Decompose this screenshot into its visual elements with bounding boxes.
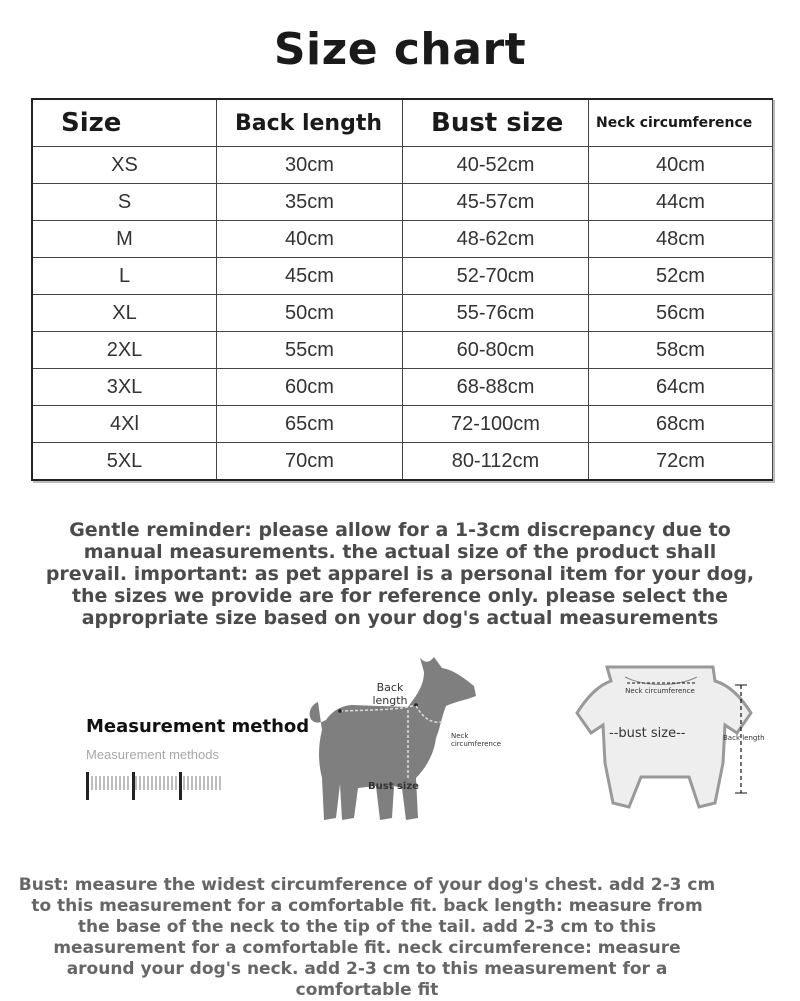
measurement-method-title: Measurement method — [86, 716, 310, 737]
table-body — [32, 147, 773, 481]
table-row — [32, 258, 773, 295]
dog-back-length-label: Back length — [372, 681, 408, 707]
size-cell: 4Xl — [32, 406, 217, 443]
size-cell: 2XL — [32, 332, 217, 369]
back-length-cell: 50cm — [217, 295, 403, 332]
bust-size-cell: 52-70cm — [403, 258, 589, 295]
bust-size-cell: 55-76cm — [403, 295, 589, 332]
bust-size-cell: 45-57cm — [403, 184, 589, 221]
size-cell: 3XL — [32, 369, 217, 406]
header-back-length: Back length — [217, 99, 403, 147]
shirt-bust-label: --bust size-- — [609, 726, 686, 741]
table-row — [32, 443, 773, 481]
bust-size-cell: 48-62cm — [403, 221, 589, 258]
size-cell: M — [32, 221, 217, 258]
page-title: Size chart — [273, 24, 527, 75]
table-row — [32, 147, 773, 184]
neck-circumference-cell: 52cm — [589, 258, 773, 295]
bust-size-cell: 72-100cm — [403, 406, 589, 443]
neck-circumference-cell: 58cm — [589, 332, 773, 369]
neck-circumference-cell: 56cm — [589, 295, 773, 332]
table-row — [32, 332, 773, 369]
ruler-icon — [86, 770, 226, 802]
measurement-instructions: Bust: measure the widest circumference of your dog's chest. add 2-3 cm to this measurement for a comfortable fit. back length: measure from the base of the neck to the tip of the tail. add 2-3 cm to this measurement for a comfortable fit. neck circumference: measure around your dog's neck. add 2-3 cm to this measurement for a comfortable fit — [18, 875, 716, 1000]
table-row — [32, 295, 773, 332]
neck-circumference-cell: 68cm — [589, 406, 773, 443]
back-length-cell: 35cm — [217, 184, 403, 221]
table-row — [32, 184, 773, 221]
header-bust-size: Bust size — [403, 99, 589, 147]
gentle-reminder: Gentle reminder: please allow for a 1-3cm discrepancy due to manual measurements. the actual size of the product shall prevail. important: as pet apparel is a personal item for your dog, the sizes we provide are for reference only. please select the appropriate size based on your dog's actual measurements — [45, 519, 755, 629]
back-length-cell: 55cm — [217, 332, 403, 369]
shirt-back-length-label: Back length — [723, 734, 765, 742]
neck-circumference-cell: 40cm — [589, 147, 773, 184]
table-row — [32, 406, 773, 443]
bust-size-cell: 40-52cm — [403, 147, 589, 184]
table-header-row — [32, 99, 773, 147]
size-cell: XL — [32, 295, 217, 332]
size-table — [31, 98, 773, 481]
size-cell: 5XL — [32, 443, 217, 481]
back-length-cell: 30cm — [217, 147, 403, 184]
back-length-cell: 65cm — [217, 406, 403, 443]
neck-circumference-cell: 64cm — [589, 369, 773, 406]
dog-bust-size-label: Bust size — [368, 781, 419, 792]
table-row — [32, 369, 773, 406]
shirt-diagram — [565, 655, 775, 825]
shirt-neck-label: Neck circumference — [625, 687, 695, 695]
size-cell: XS — [32, 147, 217, 184]
neck-circumference-cell: 72cm — [589, 443, 773, 481]
back-length-cell: 60cm — [217, 369, 403, 406]
header-size: Size — [32, 99, 217, 147]
table-row — [32, 221, 773, 258]
neck-circumference-cell: 48cm — [589, 221, 773, 258]
neck-circumference-cell: 44cm — [589, 184, 773, 221]
bust-size-cell: 80-112cm — [403, 443, 589, 481]
bust-size-cell: 60-80cm — [403, 332, 589, 369]
size-cell: S — [32, 184, 217, 221]
dog-diagram — [300, 650, 510, 830]
size-cell: L — [32, 258, 217, 295]
bust-size-cell: 68-88cm — [403, 369, 589, 406]
back-length-cell: 45cm — [217, 258, 403, 295]
dog-neck-label: Neck circumference — [451, 732, 502, 748]
measurement-method-subtitle: Measurement methods — [86, 747, 219, 762]
header-neck-circumference: Neck circumference — [589, 99, 773, 147]
back-length-cell: 70cm — [217, 443, 403, 481]
back-length-cell: 40cm — [217, 221, 403, 258]
